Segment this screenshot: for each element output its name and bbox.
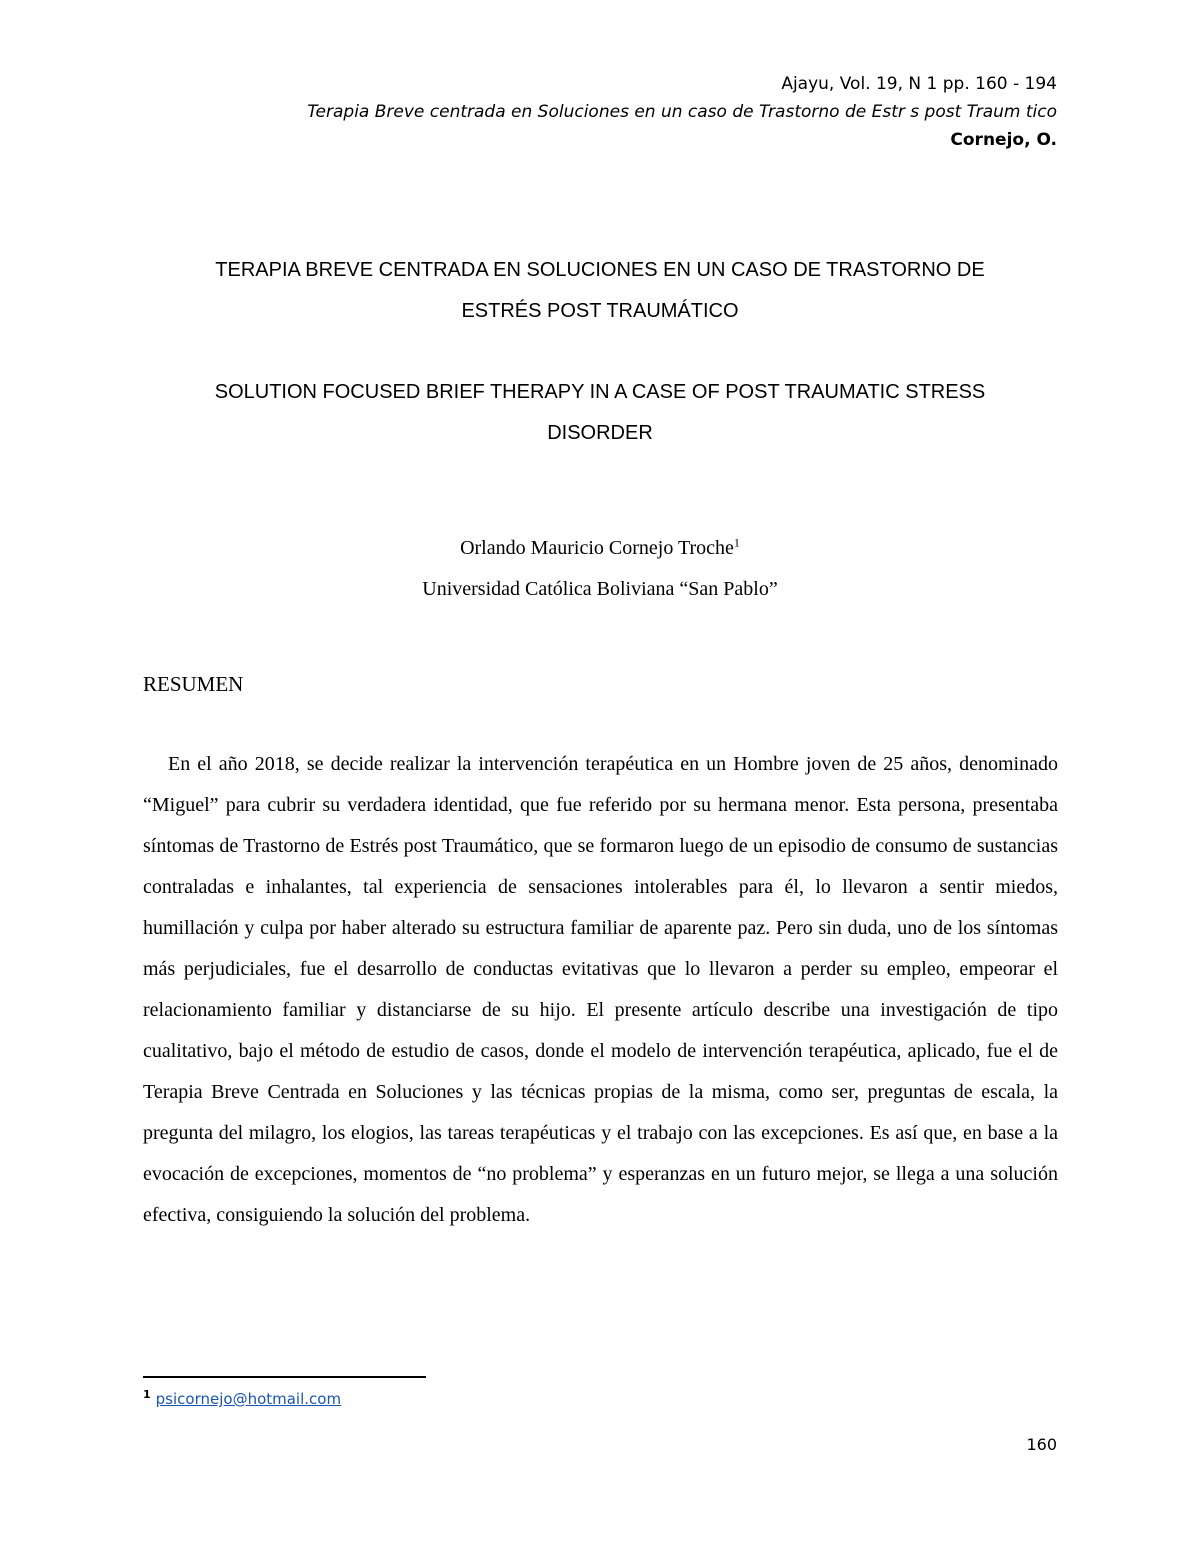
author-name-text: Orlando Mauricio Cornejo Troche	[460, 537, 734, 559]
title-spanish-line-2: ESTRÉS POST TRAUMÁTICO	[461, 300, 739, 322]
title-english-line-2: DISORDER	[547, 422, 653, 444]
page-number: 160	[1026, 1435, 1057, 1454]
journal-citation: Ajayu, Vol. 19, N 1 pp. 160 - 194	[781, 74, 1057, 94]
title-spanish-line-1: TERAPIA BREVE CENTRADA EN SOLUCIONES EN UN CASO DE TRASTORNO DE	[215, 259, 985, 281]
author-block	[140, 528, 1060, 610]
abstract-heading: RESUMEN	[143, 672, 244, 696]
footnote-marker: 1	[143, 1388, 151, 1401]
running-author: Cornejo, O.	[950, 130, 1057, 150]
author-name	[140, 528, 1060, 569]
author-email-link[interactable]: psicornejo@hotmail.com	[155, 1390, 342, 1408]
title-english	[140, 372, 1060, 454]
author-footnote-marker[interactable]: 1	[733, 535, 740, 550]
running-header	[307, 70, 1057, 154]
running-title: Terapia Breve centrada en Soluciones en un caso de Trastorno de Estr s post Traum tico	[307, 102, 1057, 122]
footnote-divider	[143, 1376, 426, 1378]
author-affiliation: Universidad Católica Boliviana “San Pablo”	[422, 578, 778, 600]
title-english-line-1: SOLUTION FOCUSED BRIEF THERAPY IN A CASE OF POST TRAUMATIC STRESS	[214, 381, 986, 403]
abstract-body: En el año 2018, se decide realizar la intervención terapéutica en un Hombre joven de 25 años, denominado “Miguel” para cubrir su verdadera identidad, que fue referido por su hermana menor. Esta persona, presentaba síntomas de Trastorno de Estrés post Traumático, que se formaron luego de un episodio de consumo de sustancias contraladas e inhalantes, tal experiencia de sensaciones intolerables para él, lo llevaron a sentir miedos, humillación y culpa por haber alterado su estructura familiar de aparente paz. Pero sin duda, uno de los síntomas más perjudiciales, fue el desarrollo de conductas evitativas que lo llevaron a perder su empleo, empeorar el relacionamiento familiar y distanciarse de su hijo. El presente artículo describe una investigación de tipo cualitativo, bajo el método de estudio de casos, donde el modelo de intervención terapéutica, aplicado, fue el de Terapia Breve Centrada en Soluciones y las técnicas propias de la misma, como ser, preguntas de escala, la pregunta del milagro, los elogios, las tareas terapéuticas y el trabajo con las excepciones. Es así que, en base a la evocación de excepciones, momentos de “no problema” y esperanzas en un futuro mejor, se llega a una solución efectiva, consiguiendo la solución del problema.	[143, 753, 1058, 1226]
title-spanish	[140, 250, 1060, 332]
footnote	[143, 1387, 341, 1411]
